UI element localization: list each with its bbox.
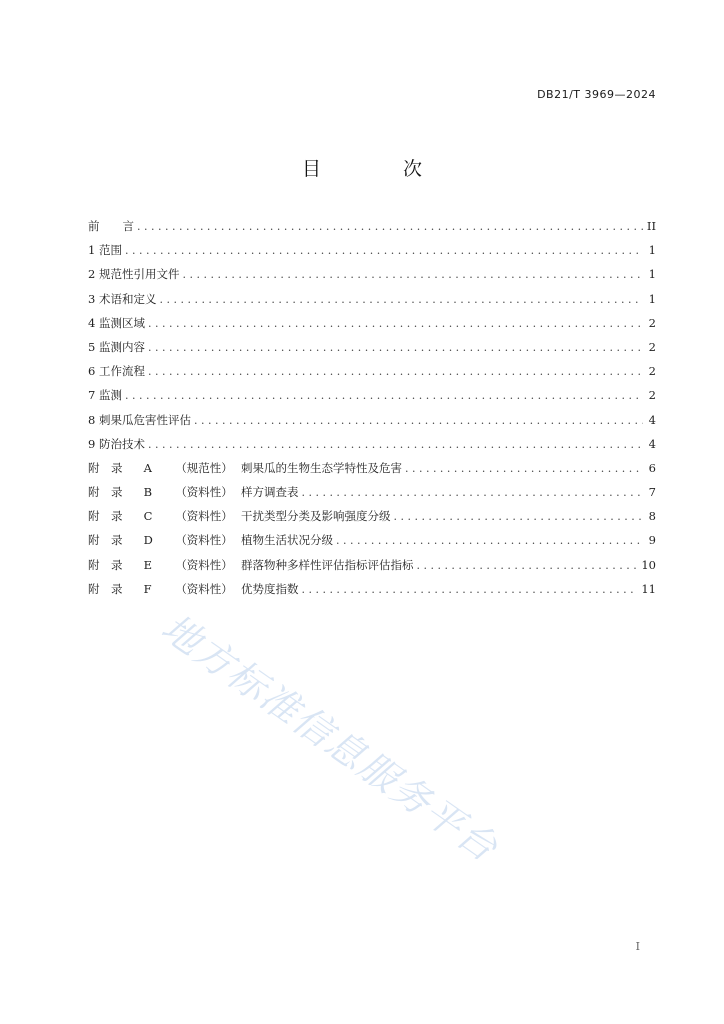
- appendix-letter: E: [143, 557, 153, 572]
- toc-entry-appendix-c[interactable]: [88, 508, 656, 532]
- appendix-title: 优势度指数: [240, 581, 299, 596]
- leader-dots: [301, 583, 638, 596]
- appendix-word: 附 录: [88, 460, 123, 475]
- toc-entry-label: [88, 508, 390, 524]
- appendix-title: 群落物种多样性评估指标评估指标: [240, 557, 414, 572]
- appendix-word: 附 录: [88, 557, 123, 572]
- toc-entry-appendix-d[interactable]: [88, 532, 656, 556]
- leader-dots: [301, 486, 643, 499]
- appendix-letter: C: [143, 509, 153, 524]
- appendix-title: 干扰类型分类及影响强度分级: [240, 509, 391, 524]
- appendix-letter: F: [143, 581, 152, 596]
- leader-dots: [182, 268, 643, 281]
- leader-dots: [137, 220, 643, 233]
- toc-entry-page: 4: [648, 412, 656, 427]
- toc-entry-appendix-a[interactable]: [88, 460, 656, 484]
- toc-entry-label: [88, 581, 298, 597]
- appendix-word: 附 录: [88, 533, 123, 548]
- toc-entry-control-technology[interactable]: [88, 436, 656, 460]
- appendix-type: （资料性）: [175, 485, 233, 500]
- toc-entry-preface[interactable]: [88, 218, 656, 242]
- page-title: 目 次: [301, 158, 461, 180]
- appendix-type: （资料性）: [175, 509, 233, 524]
- appendix-title: 植物生活状况分级: [240, 533, 333, 548]
- appendix-word: 附 录: [88, 485, 123, 500]
- document-code: DB21/T 3969—2024: [537, 88, 656, 101]
- leader-dots: [393, 510, 643, 523]
- leader-dots: [125, 244, 643, 257]
- leader-dots: [148, 317, 643, 330]
- toc-entry-page: 2: [648, 364, 656, 379]
- leader-dots: [405, 462, 643, 475]
- appendix-word: 附 录: [88, 581, 123, 596]
- appendix-letter: D: [143, 533, 153, 548]
- toc-entry-label: 4 监测区域: [88, 315, 145, 330]
- toc-entry-page: 11: [641, 581, 656, 596]
- appendix-word: 附 录: [88, 509, 123, 524]
- toc-entry-monitoring-area[interactable]: [88, 315, 656, 339]
- appendix-letter: B: [143, 485, 153, 500]
- toc-entry-normative-references[interactable]: [88, 266, 656, 290]
- toc-entry-label: [88, 460, 402, 476]
- leader-dots: [125, 389, 643, 402]
- toc-entry-page: 9: [648, 533, 656, 548]
- toc-entry-label: 5 监测内容: [88, 339, 145, 354]
- toc-entry-page: 10: [641, 557, 656, 572]
- toc-entry-page: II: [646, 219, 656, 233]
- toc-entry-label: 6 工作流程: [88, 364, 145, 379]
- toc-entry-workflow[interactable]: [88, 363, 656, 387]
- leader-dots: [194, 414, 643, 427]
- toc-entry-appendix-b[interactable]: [88, 484, 656, 508]
- appendix-type: （资料性）: [175, 581, 233, 596]
- toc-entry-label: 3 术语和定义: [88, 291, 157, 306]
- appendix-type: （资料性）: [175, 557, 233, 572]
- toc-entry-page: 4: [648, 436, 656, 451]
- toc-entry-page: 1: [648, 291, 656, 306]
- toc-entry-page: 1: [648, 267, 656, 282]
- toc-entry-label: 8 刺果瓜危害性评估: [88, 412, 191, 427]
- appendix-type: （资料性）: [175, 533, 233, 548]
- toc-entry-appendix-e[interactable]: [88, 557, 656, 581]
- toc-entry-label: [88, 484, 298, 500]
- toc-entry-label: 2 规范性引用文件: [88, 267, 180, 282]
- toc-entry-terms[interactable]: [88, 291, 656, 315]
- watermark: 地方标准信息服务平台: [153, 605, 507, 871]
- leader-dots: [159, 293, 643, 306]
- toc-entry-page: 8: [648, 509, 656, 524]
- appendix-title: 样方调查表: [240, 485, 299, 500]
- appendix-letter: A: [143, 460, 152, 475]
- table-of-contents: [88, 218, 656, 605]
- toc-entry-risk-assessment[interactable]: [88, 412, 656, 436]
- leader-dots: [336, 534, 643, 547]
- toc-entry-page: 7: [648, 485, 656, 500]
- appendix-type: （规范性）: [175, 460, 233, 475]
- toc-entry-label: [88, 532, 333, 548]
- toc-entry-label: 7 监测: [88, 388, 122, 403]
- toc-entry-label: 1 范围: [88, 243, 122, 258]
- leader-dots: [148, 365, 643, 378]
- toc-entry-monitoring-content[interactable]: [88, 339, 656, 363]
- leader-dots: [148, 438, 643, 451]
- appendix-title: 刺果瓜的生物生态学特性及危害: [240, 460, 402, 475]
- toc-entry-label: [88, 557, 413, 573]
- toc-entry-label: 前 言: [88, 219, 134, 233]
- toc-entry-page: 2: [648, 339, 656, 354]
- page-number: I: [635, 940, 640, 953]
- leader-dots: [148, 341, 643, 354]
- leader-dots: [416, 559, 638, 572]
- toc-entry-label: 9 防治技术: [88, 436, 145, 451]
- toc-entry-page: 2: [648, 315, 656, 330]
- toc-entry-monitoring[interactable]: [88, 387, 656, 411]
- toc-entry-scope[interactable]: [88, 242, 656, 266]
- toc-entry-appendix-f[interactable]: [88, 581, 656, 605]
- toc-entry-page: 6: [648, 460, 656, 475]
- toc-entry-page: 1: [648, 243, 656, 258]
- toc-entry-page: 2: [648, 388, 656, 403]
